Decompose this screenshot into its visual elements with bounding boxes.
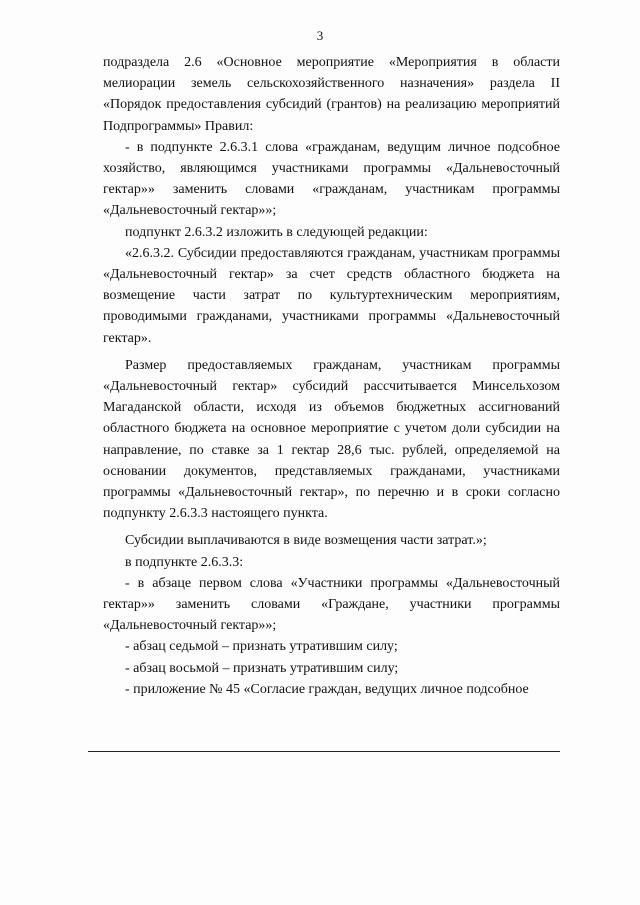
page-divider-line (88, 751, 560, 752)
paragraph-2632-text: «2.6.3.2. Субсидии предоставляются гражданам, участникам программы «Дальневосточный гектар» за счет средств областного бюджета на возмещение части затрат по культуртехническим мероприятиям, проводимыми гражданами, участниками программы «Дальневосточный гектар». (103, 245, 560, 346)
paragraph-subsection-reference: подраздела 2.6 «Основное мероприятие «Мероприятия в области мелиорации земель сельскохозяйственного назначения» раздела II «Порядок предоставления субсидий (грантов) на реализацию мероприятий Подпрограммы» Правил: (103, 55, 560, 134)
paragraph-2633-intro: в подпункте 2.6.3.3: (125, 554, 244, 570)
paragraph-appendix-45: - приложение № 45 «Согласие граждан, ведущих личное подсобное (125, 681, 529, 697)
paragraph-amendment-2631: - в подпункте 2.6.3.1 слова «гражданам, ведущим личное подсобное хозяйство, являющимся участниками программы «Дальневосточный гектар»» заменить словами «гражданам, участникам программы «Дальневосточный гектар»»; (103, 139, 560, 219)
document-body (103, 52, 560, 700)
page-number: 3 (316, 28, 324, 43)
paragraph-subsidy-amount: Размер предоставляемых гражданам, участникам программы «Дальневосточный гектар» субсидий рассчитывается Минсельхозом Магаданской области, исходя из объемов бюджетных ассигнований областного бюджета на основное мероприятие с учетом доли субсидии на направление, по ставке за 1 гектар 28,6 тыс. рублей, определяемой на основании документов, представляемых гражданами, участниками программы «Дальневосточный гектар», по перечню и в сроки согласно подпункту 2.6.3.3 настоящего пункта. (103, 357, 560, 522)
paragraph-2632-intro: подпункт 2.6.3.2 изложить в следующей редакции: (125, 224, 428, 240)
paragraph-2633-first-clause: - в абзаце первом слова «Участники программы «Дальневосточный гектар»» заменить словами «Граждане, участники программы «Дальневосточный гектар»»; (103, 575, 560, 634)
paragraph-seventh-clause: - абзац седьмой – признать утратившим силу; (125, 639, 398, 655)
paragraph-eighth-clause: - абзац восьмой – признать утратившим силу; (125, 660, 399, 676)
paragraph-subsidy-payment: Субсидии выплачиваются в виде возмещения части затрат.»; (125, 533, 487, 549)
